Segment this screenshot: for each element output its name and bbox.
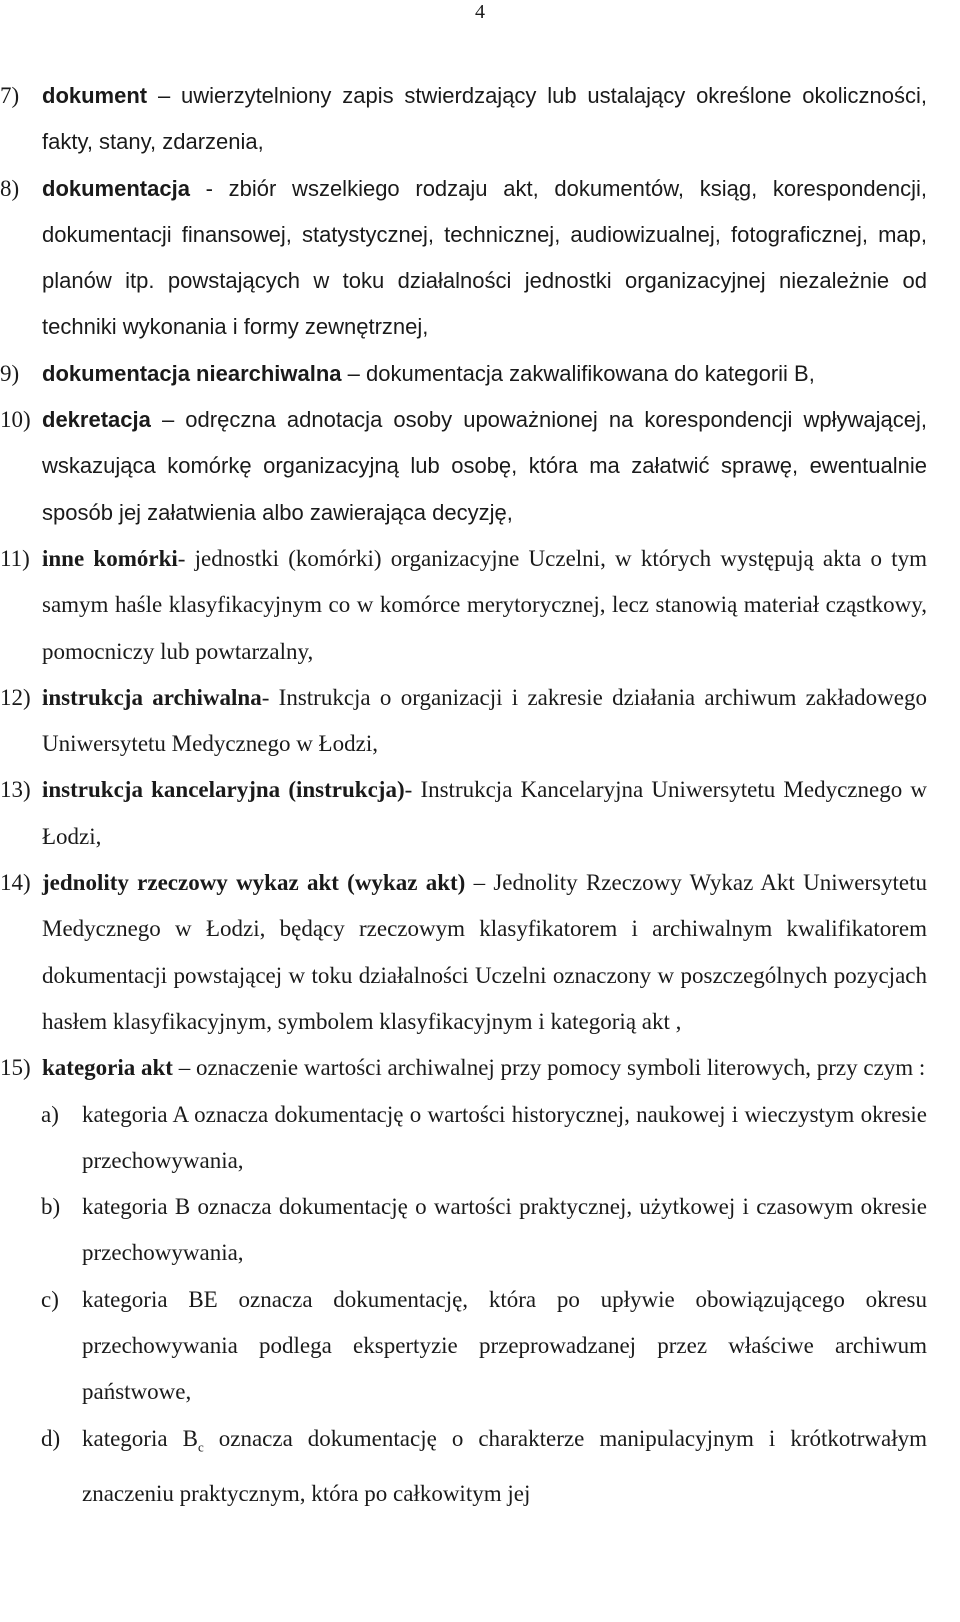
item-number: 13)	[0, 777, 31, 803]
definition-term: dokument	[42, 83, 148, 108]
definition-term: instrukcja kancelaryjna (instrukcja)	[42, 777, 405, 803]
definition-item-11	[0, 536, 960, 675]
item-number: 9)	[0, 360, 20, 386]
definition-term: inne komórki	[42, 545, 178, 571]
separator: -	[404, 777, 421, 803]
item-number: 11)	[0, 545, 30, 571]
item-number: 15)	[0, 1055, 31, 1081]
subitem-text: kategoria BE oznacza dokumentację, która po upływie obowiązującego okresu przechowywania podlega ekspertyzie przeprowadzanej przez właściwe archiwum państwowe,	[82, 1286, 927, 1405]
item-number: 12)	[0, 684, 31, 710]
separator: –	[147, 83, 181, 108]
definition-item-7	[0, 73, 960, 166]
definition-term: dekretacja	[42, 407, 151, 433]
separator: –	[341, 360, 367, 386]
definition-term: dokumentacja niearchiwalna	[42, 360, 342, 386]
definition-item-14	[0, 860, 960, 1045]
definition-item-8	[0, 166, 960, 351]
definition-text: Instrukcja Kancelaryjna Uniwersytetu Medycznego w Łodzi,	[42, 777, 927, 849]
definition-item-15	[0, 1045, 960, 1091]
separator: -	[189, 175, 229, 201]
item-number: 10)	[0, 407, 31, 433]
separator: -	[177, 545, 195, 571]
category-item-c	[0, 1277, 960, 1416]
item-number: 7)	[0, 83, 20, 108]
item-number: 8)	[0, 175, 20, 201]
separator: -	[261, 684, 279, 710]
definition-item-13	[0, 767, 960, 860]
definition-text: Jednolity Rzeczowy Wykaz Akt Uniwersytetu Medycznego w Łodzi, będący rzeczowym klasyfikatorem i archiwalnym kwalifikatorem dokumentacji powstającej w toku działalności Uczelni oznaczony w poszczególnych pozycjach hasłem klasyfikacyjnym, symbolem klasyfikacyjnym i kategorią akt ,	[42, 870, 927, 1034]
page-number: 4	[475, 1, 485, 23]
definition-text: uwierzytelniony zapis stwierdzający lub ustalający określone okoliczności, fakty, stany, zdarzenia,	[42, 83, 927, 155]
item-number: 14)	[0, 870, 31, 896]
definition-term: kategoria akt	[42, 1055, 173, 1081]
subitem-letter: c)	[41, 1286, 59, 1312]
definitions-list	[0, 73, 960, 1517]
separator: –	[150, 407, 186, 433]
subitem-text: kategoria A oznacza dokumentację o wartości historycznej, naukowej i wieczystym okresie przechowywania,	[82, 1101, 927, 1173]
subscript: c	[197, 1439, 204, 1455]
definition-term: dokumentacja	[42, 175, 190, 201]
definition-item-10	[0, 397, 960, 536]
separator: –	[172, 1055, 196, 1081]
subitem-text: kategoria B oznacza dokumentację o wartości praktycznej, użytkowej i czasowym okresie przechowywania,	[82, 1194, 927, 1266]
subitem-letter: a)	[41, 1101, 59, 1127]
subitem-text-start: kategoria B	[82, 1425, 198, 1451]
subitem-text-end: oznacza dokumentację o charakterze manipulacyjnym i krótkotrwałym znaczeniu praktycznym, która po całkowitym jej	[82, 1425, 928, 1506]
definition-text: odręczna adnotacja osoby upoważnionej na korespondencji wpływającej, wskazująca komórkę organizacyjną lub osobę, która ma załatwić sprawę, ewentualnie sposób jej załatwienia albo zawierająca decyzję,	[42, 407, 927, 525]
category-item-d	[0, 1416, 960, 1517]
separator: –	[465, 870, 494, 896]
definition-item-12	[0, 675, 960, 768]
subitem-letter: b)	[41, 1194, 61, 1220]
category-item-b	[0, 1184, 960, 1277]
definition-text: zbiór wszelkiego rodzaju akt, dokumentów, ksiąg, korespondencji, dokumentacji finansowej, statystycznej, technicznej, audiowizualnej, fotograficznej, map, planów itp. powstających w toku działalności jednostki organizacyjnej niezależnie od techniki wykonania i formy zewnętrznej,	[42, 175, 927, 340]
definition-text: jednostki (komórki) organizacyjne Uczelni, w których występują akta o tym samym haśle klasyfikacyjnym co w komórce merytorycznej, lecz stanowią materiał cząstkowy, pomocniczy lub powtarzalny,	[42, 545, 927, 664]
subitem-letter: d)	[41, 1425, 61, 1451]
definition-item-9	[0, 351, 960, 397]
definition-text: Instrukcja o organizacji i zakresie działania archiwum zakładowego Uniwersytetu Medycznego w Łodzi,	[42, 684, 927, 757]
category-item-a	[0, 1092, 960, 1185]
definition-term: jednolity rzeczowy wykaz akt (wykaz akt)	[42, 870, 466, 896]
definition-text: oznaczenie wartości archiwalnej przy pomocy symboli literowych, przy czym :	[195, 1055, 926, 1081]
definition-term: instrukcja archiwalna	[42, 684, 262, 710]
definition-text: dokumentacja zakwalifikowana do kategorii B,	[366, 360, 815, 386]
